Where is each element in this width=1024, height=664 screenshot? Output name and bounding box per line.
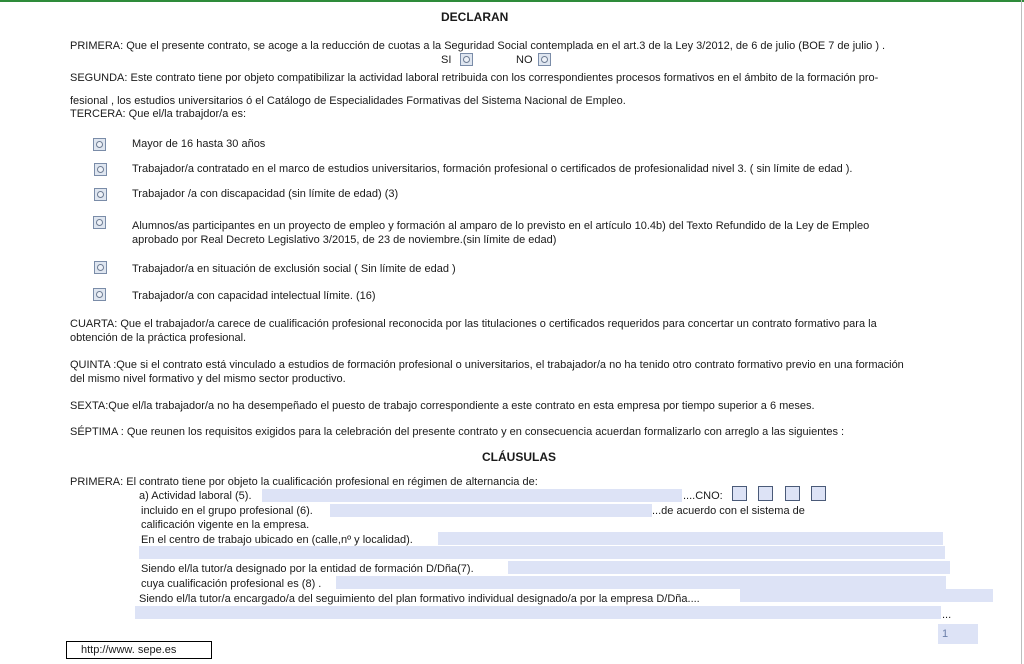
- cno-box-1[interactable]: [732, 486, 747, 501]
- footer-url[interactable]: http://www. sepe.es: [66, 641, 212, 659]
- centro-field[interactable]: [438, 532, 943, 545]
- clausulas-heading: CLÁUSULAS: [482, 450, 556, 464]
- centro-label: En el centro de trabajo ubicado en (calle,nº y localidad).: [141, 534, 413, 546]
- no-radio[interactable]: [538, 53, 551, 66]
- de-acuerdo-label: ...de acuerdo con el sistema de: [652, 505, 805, 517]
- tercera-declaracion: TERCERA: Que el/la trabajdor/a es:: [70, 108, 247, 120]
- tutor-formacion-label: Siendo el/la tutor/a designado por la entidad de formación D/Dña(7).: [141, 563, 474, 575]
- tutor-empresa-field-line-2[interactable]: [135, 606, 941, 619]
- option-radio-capacidad-intelectual[interactable]: [93, 288, 106, 301]
- option-estudios: Trabajador/a contratado en el marco de estudios universitarios, formación profesional o certificados de profesionalidad nivel 3. ( sin límite de edad ).: [132, 163, 853, 175]
- sexta-declaracion: SEXTA:Que el/la trabajador/a no ha desempeñado el puesto de trabajo correspondiente a este contrato en esta empresa por tiempo superior a 6 meses.: [70, 400, 815, 412]
- cuarta-line-2: obtención de la práctica profesional.: [70, 332, 247, 344]
- segunda-line-1: SEGUNDA: Este contrato tiene por objeto compatibilizar la actividad laboral retribuida con los correspondientes procesos formativos en el ámbito de la formación pro-: [70, 72, 879, 84]
- option-alumnos-line-1: Alumnos/as participantes en un proyecto de empleo y formación al amparo de lo previsto en el artículo 10.4b) del Texto Refundido de la Ley de Empleo: [132, 220, 870, 232]
- segunda-line-2: fesional , los estudios universitarios ó el Catálogo de Especialidades Formativas del Sistema Nacional de Empleo.: [70, 95, 626, 107]
- quinta-line-1: QUINTA :Que si el contrato está vinculado a estudios de formación profesional o universitarios, el trabajador/a no ha tenido otro contrato formativo previo en una formación: [70, 359, 904, 371]
- primera-declaracion: PRIMERA: Que el presente contrato, se acoge a la reducción de cuotas a la Seguridad Social contemplada en el art.3 de la Ley 3/2012, de 6 de julio (BOE 7 de julio ) .: [70, 40, 886, 52]
- actividad-field[interactable]: [262, 489, 682, 502]
- cno-box-2[interactable]: [758, 486, 773, 501]
- grupo-field[interactable]: [330, 504, 652, 517]
- page-number: 1: [938, 624, 978, 644]
- septima-declaracion: SÉPTIMA : Que reunen los requisitos exigidos para la celebración del presente contrato y en consecuencia acuerdan formalizarlo con arreglo a las siguientes :: [70, 426, 845, 438]
- primera-clausula: PRIMERA: El contrato tiene por objeto la cualificación profesional en régimen de alternancia de:: [70, 476, 538, 488]
- quinta-line-2: del mismo nivel formativo y del mismo sector productivo.: [70, 373, 346, 385]
- cualificacion-label: cuya cualificación profesional es (8) .: [141, 578, 322, 590]
- cualificacion-field[interactable]: [336, 576, 946, 589]
- actividad-label: a) Actividad laboral (5).: [139, 490, 252, 502]
- tutor-empresa-field[interactable]: [740, 589, 993, 602]
- centro-field-line-2[interactable]: [139, 546, 945, 559]
- right-border: [1021, 0, 1022, 664]
- cno-box-3[interactable]: [785, 486, 800, 501]
- option-radio-discapacidad[interactable]: [94, 188, 107, 201]
- option-mayor-16: Mayor de 16 hasta 30 años: [132, 138, 266, 150]
- option-radio-mayor-16[interactable]: [93, 138, 106, 151]
- cuarta-line-1: CUARTA: Que el trabajador/a carece de cualificación profesional reconocida por las titulaciones o certificados requeridos para concertar un contrato formativo para la: [70, 318, 877, 330]
- option-discapacidad: Trabajador /a con discapacidad (sin límite de edad) (3): [132, 188, 399, 200]
- grupo-label: incluido en el grupo profesional (6).: [141, 505, 313, 517]
- si-label: SI: [441, 54, 452, 66]
- no-label: NO: [516, 54, 533, 66]
- option-radio-alumnos[interactable]: [93, 216, 106, 229]
- declaran-heading: DECLARAN: [441, 10, 509, 24]
- option-radio-exclusion[interactable]: [94, 261, 107, 274]
- si-radio[interactable]: [460, 53, 473, 66]
- trailing-dots: ...: [942, 609, 952, 621]
- cno-box-4[interactable]: [811, 486, 826, 501]
- tutor-empresa-label: Siendo el/la tutor/a encargado/a del seguimiento del plan formativo individual designado/a por la empresa D/Dña....: [139, 593, 700, 605]
- tutor-formacion-field[interactable]: [508, 561, 950, 574]
- option-radio-estudios[interactable]: [94, 163, 107, 176]
- calificacion-label: calificación vigente en la empresa.: [141, 519, 310, 531]
- option-exclusion: Trabajador/a en situación de exclusión social ( Sin límite de edad ): [132, 263, 456, 275]
- option-alumnos-line-2: aprobado por Real Decreto Legislativo 3/2015, de 23 de noviembre.(sin límite de edad): [132, 234, 557, 246]
- top-border: [0, 0, 1024, 2]
- cno-label: ....CNO:: [683, 490, 723, 502]
- option-capacidad-intelectual: Trabajador/a con capacidad intelectual límite. (16): [132, 290, 376, 302]
